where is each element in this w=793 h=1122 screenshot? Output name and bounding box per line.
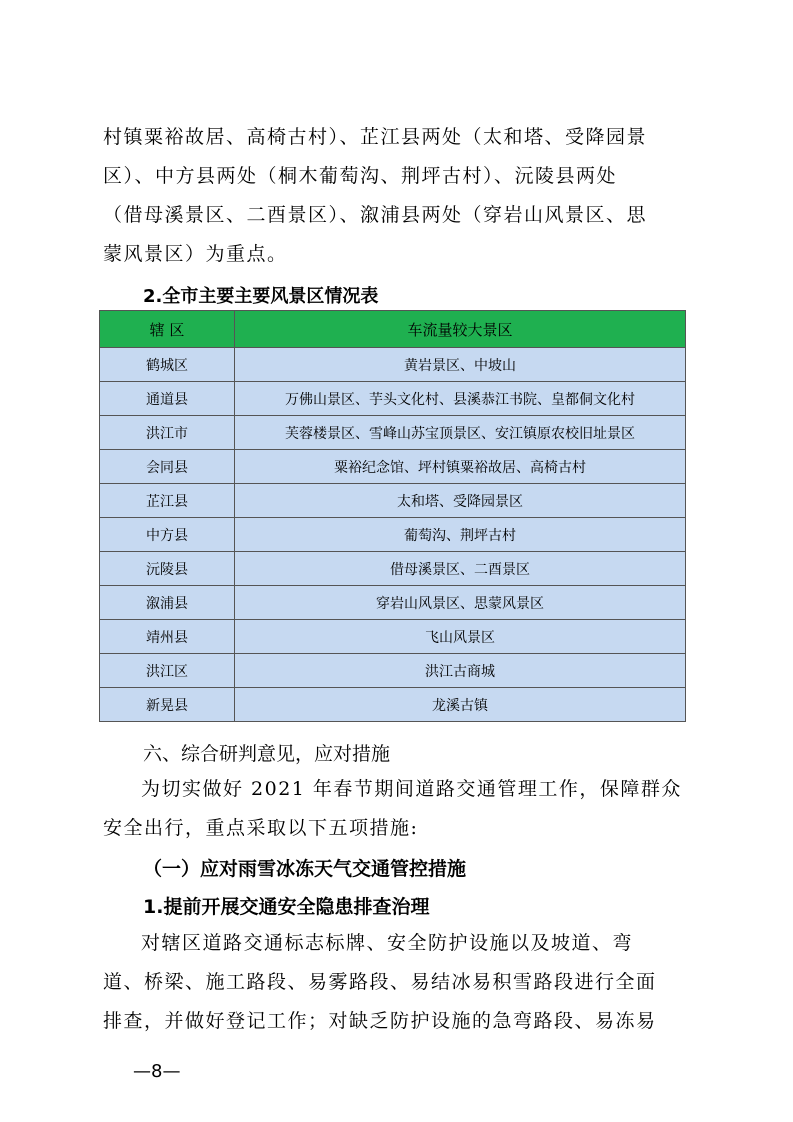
subsection1-title: （一）应对雨雪冰冻天气交通管控措施 [143,858,467,880]
intro-line: 村镇粟裕故居、高椅古村）、芷江县两处（太和塔、受降园景 [103,126,648,148]
scenic-areas-cell: 黄岩景区、中坡山 [235,348,686,382]
district-cell: 新晃县 [100,688,235,722]
district-cell: 鹤城区 [100,348,235,382]
scenic-areas-cell: 葡萄沟、荆坪古村 [235,518,686,552]
scenic-area-table [99,310,686,722]
scenic-areas-cell: 太和塔、受降园景区 [235,484,686,518]
district-cell: 沅陵县 [100,552,235,586]
item1-line: 对辖区道路交通标志标牌、安全防护设施以及坡道、弯 [141,932,634,954]
table-row [100,688,686,722]
section6-paragraph [103,770,691,848]
table-row [100,382,686,416]
scenic-areas-cell: 穿岩山风景区、思蒙风景区 [235,586,686,620]
section6-line: 安全出行，重点采取以下五项措施: [103,817,419,839]
table-row [100,552,686,586]
section6-line: 为切实做好 2021 年春节期间道路交通管理工作，保障群众 [141,778,682,800]
table-body [100,348,686,722]
table-header-row [100,311,686,348]
table-title: 2.全市主要主要风景区情况表 [143,286,379,307]
intro-line: 区）、中方县两处（桐木葡萄沟、荆坪古村）、沅陵县两处 [103,165,618,187]
item1-line: 排查，并做好登记工作；对缺乏防护设施的急弯路段、易冻易 [103,1010,657,1032]
district-cell: 中方县 [100,518,235,552]
table-row [100,620,686,654]
table-row [100,586,686,620]
intro-line: （借母溪景区、二酉景区）、溆浦县两处（穿岩山风景区、思 [103,204,648,226]
district-cell: 芷江县 [100,484,235,518]
table-row [100,518,686,552]
item1-line: 道、桥梁、施工路段、易雾路段、易结冰易积雪路段进行全面 [103,971,657,993]
district-cell: 洪江市 [100,416,235,450]
scenic-areas-cell: 芙蓉楼景区、雪峰山苏宝顶景区、安江镇原农校旧址景区 [235,416,686,450]
scenic-areas-cell: 借母溪景区、二酉景区 [235,552,686,586]
section6-title: 六、综合研判意见，应对措施 [143,743,391,765]
district-cell: 溆浦县 [100,586,235,620]
table-row [100,348,686,382]
scenic-areas-cell: 洪江古商城 [235,654,686,688]
table-row [100,484,686,518]
district-cell: 靖州县 [100,620,235,654]
page-number: —8— [133,1061,181,1082]
item1-paragraph [103,924,691,1041]
header-district: 辖 区 [100,311,235,348]
scenic-areas-cell: 万佛山景区、芋头文化村、县溪恭江书院、皇都侗文化村 [235,382,686,416]
district-cell: 通道县 [100,382,235,416]
district-cell: 会同县 [100,450,235,484]
district-cell: 洪江区 [100,654,235,688]
item1-title: 1.提前开展交通安全隐患排查治理 [143,896,430,918]
scenic-areas-cell: 飞山风景区 [235,620,686,654]
intro-line: 蒙风景区）为重点。 [103,243,288,265]
header-scenic-areas: 车流量较大景区 [235,311,686,348]
table-row [100,450,686,484]
table-row [100,416,686,450]
scenic-areas-cell: 龙溪古镇 [235,688,686,722]
table-row [100,654,686,688]
intro-paragraph [103,118,691,274]
scenic-areas-cell: 粟裕纪念馆、坪村镇粟裕故居、高椅古村 [235,450,686,484]
